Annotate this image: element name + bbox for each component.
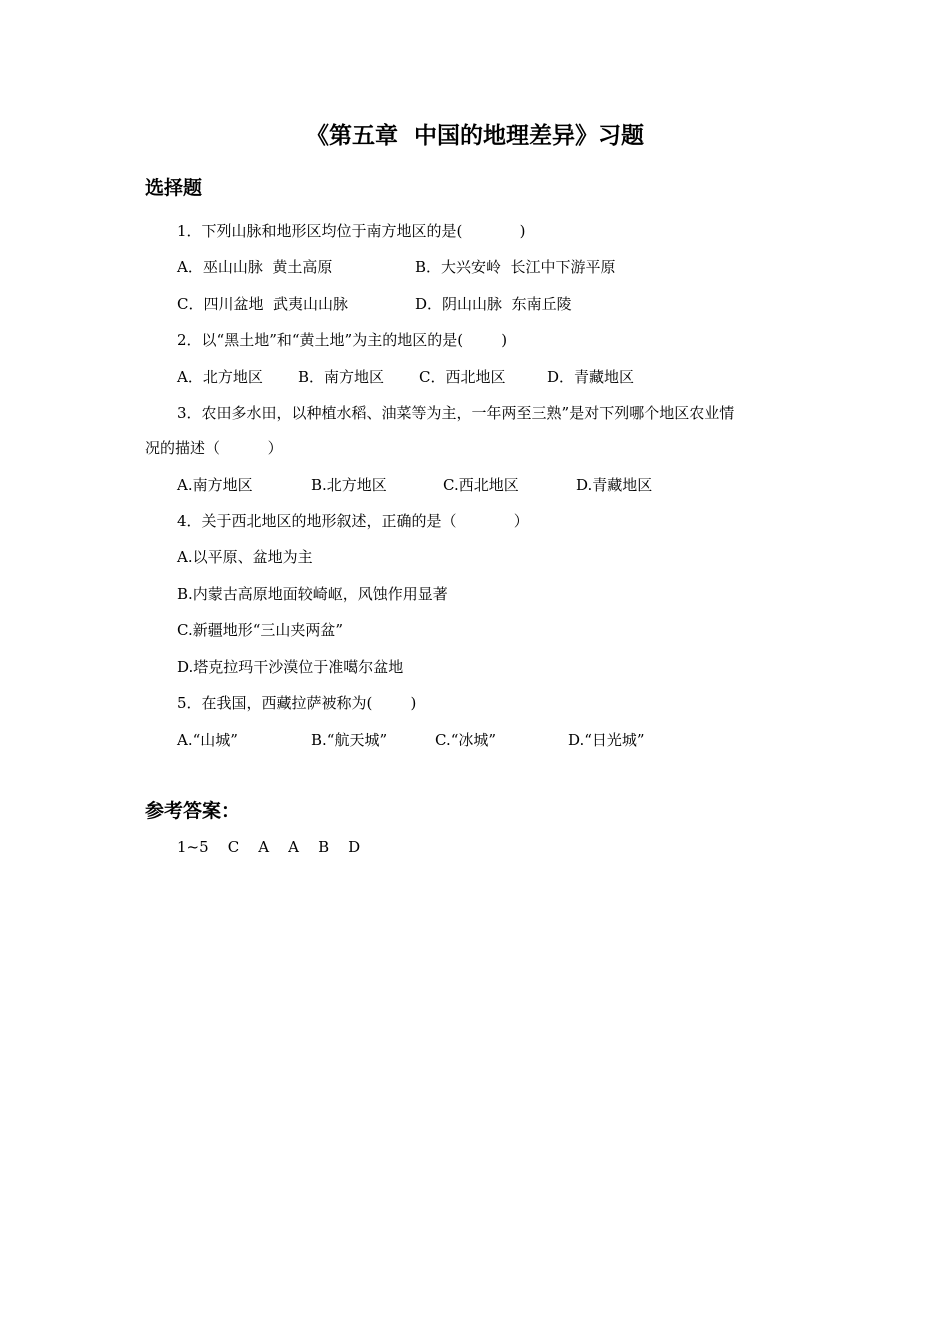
question-1-option-b: B．大兴安岭 长江中下游平原 <box>415 258 616 276</box>
question-2-option-d: D．青藏地区 <box>547 368 635 386</box>
question-3-stem: 3．农田多水田，以种植水稻、油菜等为主，一年两至三熟”是对下列哪个地区农业情 <box>177 404 735 422</box>
question-2-option-a: A．北方地区 <box>177 368 263 386</box>
document-title: 《第五章 中国的地理差异》习题 <box>305 123 644 149</box>
question-4-option-d: D.塔克拉玛干沙漠位于准噶尔盆地 <box>177 658 404 676</box>
section-heading-choice: 选择题 <box>145 177 203 199</box>
question-2-option-b: B．南方地区 <box>298 368 385 386</box>
question-5-option-b: B.“航天城” <box>311 731 388 749</box>
question-3-stem-continued: 况的描述（ ） <box>145 439 283 457</box>
question-1-option-c: C．四川盆地 武夷山山脉 <box>177 295 349 313</box>
question-4-option-a: A.以平原、盆地为主 <box>177 548 313 566</box>
section-heading-answers: 参考答案： <box>145 800 241 822</box>
question-1-option-d: D．阴山山脉 东南丘陵 <box>415 295 572 313</box>
question-5-stem: 5．在我国，西藏拉萨被称为( ) <box>177 694 417 712</box>
question-3-option-b: B.北方地区 <box>311 476 387 494</box>
question-3-option-c: C.西北地区 <box>443 476 519 494</box>
question-5-option-c: C.“冰城” <box>435 731 497 749</box>
question-4-option-b: B.内蒙古高原地面较崎岖，风蚀作用显著 <box>177 585 448 603</box>
question-5-option-a: A.“山城” <box>177 731 238 749</box>
answers-text: 1~5 C A A B D <box>177 838 361 856</box>
question-4-option-c: C.新疆地形“三山夹两盆” <box>177 621 344 639</box>
question-3-option-a: A.南方地区 <box>177 476 253 494</box>
question-1-stem: 1．下列山脉和地形区均位于南方地区的是( ) <box>177 222 526 240</box>
question-2-stem: 2．以“黑土地”和“黄土地”为主的地区的是( ) <box>177 331 508 349</box>
question-4-stem: 4．关于西北地区的地形叙述，正确的是（ ） <box>177 512 529 530</box>
question-2-option-c: C．西北地区 <box>419 368 506 386</box>
question-5-option-d: D.“日光城” <box>568 731 645 749</box>
question-3-option-d: D.青藏地区 <box>576 476 653 494</box>
question-1-option-a: A．巫山山脉 黄土高原 <box>177 258 333 276</box>
